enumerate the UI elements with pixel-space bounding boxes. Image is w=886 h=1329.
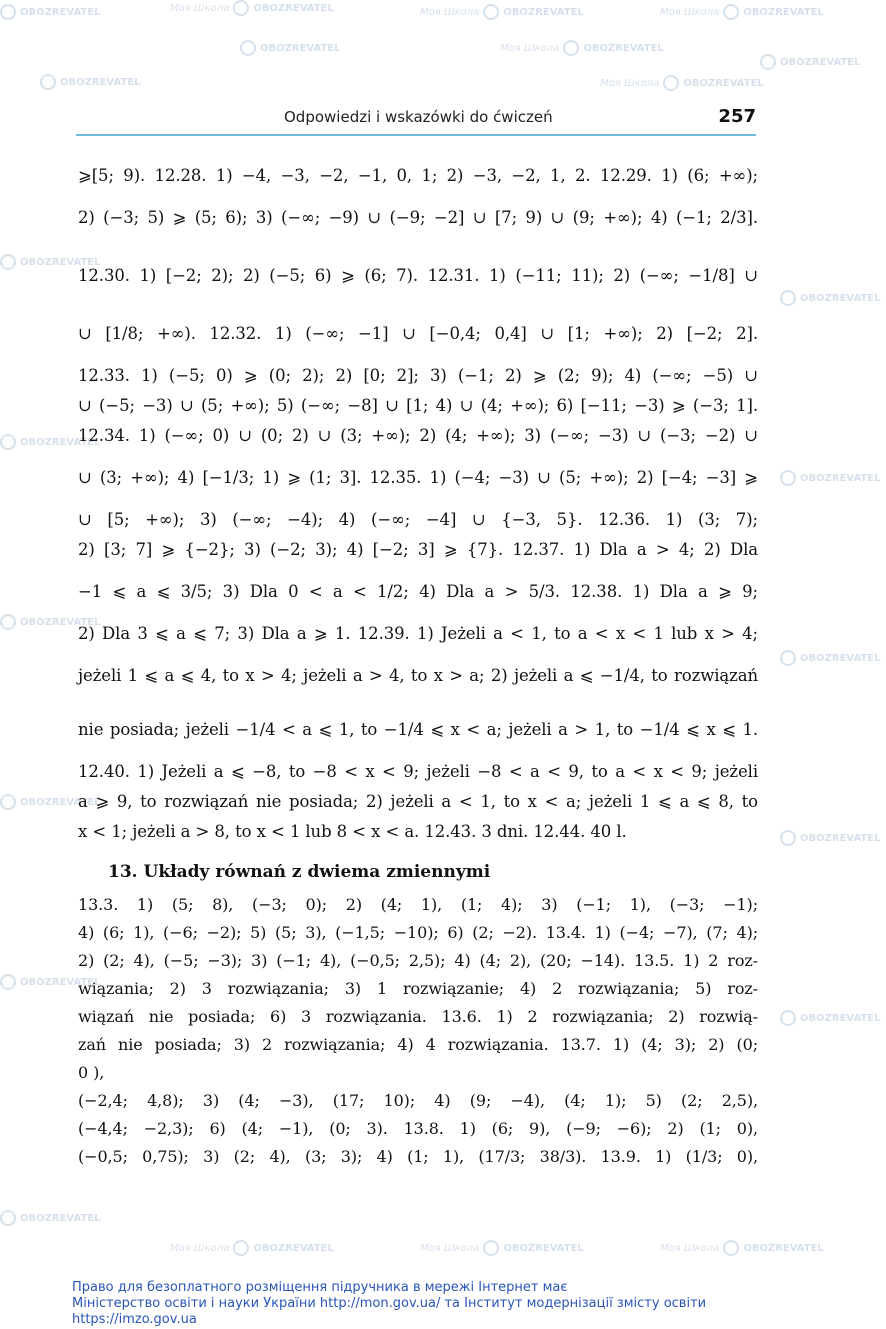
watermark: Моя Школа OBOZREVATEL xyxy=(660,1240,824,1256)
footer-line: Міністерство освіти і науки України http://mon.gov.ua/ та Інститут модернізації змісту освіти https://imzo.gov.ua xyxy=(72,1296,707,1327)
watermark: Моя Школа OBOZREVATEL xyxy=(170,1240,334,1256)
watermark-logo-icon xyxy=(780,290,796,306)
watermark-logo-icon xyxy=(233,1240,249,1256)
watermark-logo-icon xyxy=(40,74,56,90)
footer-notice xyxy=(72,1280,832,1328)
text-line: 12.34. 1) (−∞; 0) ∪ (0; 2) ∪ (3; +∞); 2) (4; +∞); 3) (−∞; −3) ∪ (−3; −2) ∪ xyxy=(78,425,758,445)
watermark: Моя Школа OBOZREVATEL xyxy=(170,0,334,16)
watermark-logo-icon xyxy=(0,4,16,20)
watermark: OBOZREVATEL xyxy=(0,254,100,270)
watermark: OBOZREVATEL xyxy=(780,1010,880,1026)
text-line: 12.33. 1) (−5; 0) ⩾ (0; 2); 2) [0; 2]; 3) (−1; 2) ⩾ (2; 9); 4) (−∞; −5) ∪ xyxy=(78,365,758,385)
text-line: jeżeli 1 ⩽ a ⩽ 4, to x > 4; jeżeli a > 4, to x > a; 2) jeżeli a ⩽ −1/4, to rozwiązań xyxy=(78,665,758,685)
text-line: zań nie posiada; 3) 2 rozwiązania; 4) 4 rozwiązania. 13.7. 1) (4; 3); 2) (0; xyxy=(78,1034,758,1054)
page-header xyxy=(76,104,756,136)
text-line: 2) Dla 3 ⩽ a ⩽ 7; 3) Dla a ⩾ 1. 12.39. 1) Jeżeli a < 1, to a < x < 1 lub x > 4; xyxy=(78,623,758,643)
watermark-logo-icon xyxy=(663,75,679,91)
section-heading: 13. Układy równań z dwiema zmiennymi xyxy=(108,862,491,882)
watermark: Моя Школа OBOZREVATEL xyxy=(420,1240,584,1256)
text-line: 13.3. 1) (5; 8), (−3; 0); 2) (4; 1), (1; 4); 3) (−1; 1), (−3; −1); xyxy=(78,894,758,914)
watermark-logo-icon xyxy=(483,1240,499,1256)
answers-body xyxy=(78,160,758,1170)
text-line: x < 1; jeżeli a > 8, to x < 1 lub 8 < x < a. 12.43. 3 dni. 12.44. 40 l. xyxy=(78,821,627,841)
text-line: ⩾[5; 9). 12.28. 1) −4, −3, −2, −1, 0, 1; 2) −3, −2, 1, 2. 12.29. 1) (6; +∞); xyxy=(78,165,758,185)
watermark-logo-icon xyxy=(0,434,16,450)
watermark: OBOZREVATEL xyxy=(0,1210,100,1226)
text-line: wiązania; 2) 3 rozwiązania; 3) 1 rozwiązanie; 4) 2 rozwiązania; 5) roz- xyxy=(78,978,758,998)
section-body xyxy=(78,890,758,1170)
watermark: OBOZREVATEL xyxy=(780,650,880,666)
watermark: Моя Школа OBOZREVATEL xyxy=(660,4,824,20)
text-line: 12.30. 1) [−2; 2); 2) (−5; 6) ⩾ (6; 7). 12.31. 1) (−11; 11); 2) (−∞; −1/8] ∪ xyxy=(78,265,758,285)
text-line: (−4,4; −2,3); 6) (4; −1), (0; 3). 13.8. 1) (6; 9), (−9; −6); 2) (1; 0), xyxy=(78,1118,758,1138)
watermark: OBOZREVATEL xyxy=(40,74,140,90)
watermark: OBOZREVATEL xyxy=(760,54,860,70)
running-title: Odpowiedzi i wskazówki do ćwiczeń xyxy=(284,108,553,126)
watermark: OBOZREVATEL xyxy=(780,470,880,486)
watermark: OBOZREVATEL xyxy=(0,434,100,450)
watermark-logo-icon xyxy=(0,794,16,810)
watermark-logo-icon xyxy=(780,830,796,846)
watermark: Моя Школа OBOZREVATEL xyxy=(420,4,584,20)
text-line: 12.40. 1) Jeżeli a ⩽ −8, to −8 < x < 9; jeżeli −8 < a < 9, to a < x < 9; jeżeli xyxy=(78,761,758,781)
text-line: ∪ (3; +∞); 4) [−1/3; 1) ⩾ (1; 3]. 12.35. 1) (−4; −3) ∪ (5; +∞); 2) [−4; −3] ⩾ xyxy=(78,467,758,487)
watermark: OBOZREVATEL xyxy=(0,614,100,630)
watermark: OBOZREVATEL xyxy=(780,290,880,306)
text-line: 2) (−3; 5) ⩾ (5; 6); 3) (−∞; −9) ∪ (−9; −2] ∪ [7; 9) ∪ (9; +∞); 4) (−1; 2/3]. xyxy=(78,207,758,227)
watermark-logo-icon xyxy=(0,254,16,270)
text-line: nie posiada; jeżeli −1/4 < a ⩽ 1, to −1/4 ⩽ x < a; jeżeli a > 1, to −1/4 ⩽ x ⩽ 1. xyxy=(78,719,758,739)
watermark: OBOZREVATEL xyxy=(780,830,880,846)
watermark-logo-icon xyxy=(233,0,249,16)
watermark: OBOZREVATEL xyxy=(240,40,340,56)
watermark: Моя Школа OBOZREVATEL xyxy=(500,40,664,56)
watermark-logo-icon xyxy=(723,4,739,20)
watermark: OBOZREVATEL xyxy=(0,4,100,20)
text-line: ∪ [1/8; +∞). 12.32. 1) (−∞; −1] ∪ [−0,4; 0,4] ∪ [1; +∞); 2) [−2; 2]. xyxy=(78,323,758,343)
watermark-logo-icon xyxy=(723,1240,739,1256)
text-line: ∪ [5; +∞); 3) (−∞; −4); 4) (−∞; −4] ∪ {−3, 5}. 12.36. 1) (3; 7); xyxy=(78,509,758,529)
watermark-logo-icon xyxy=(240,40,256,56)
watermark-logo-icon xyxy=(780,650,796,666)
watermark: Моя Школа OBOZREVATEL xyxy=(600,75,764,91)
text-line: 2) (2; 4), (−5; −3); 3) (−1; 4), (−0,5; 2,5); 4) (4; 2), (20; −14). 13.5. 1) 2 roz- xyxy=(78,950,758,970)
watermark-logo-icon xyxy=(780,1010,796,1026)
text-line: 4) (6; 1), (−6; −2); 5) (5; 3), (−1,5; −10); 6) (2; −2). 13.4. 1) (−4; −7), (7; 4); xyxy=(78,922,758,942)
text-line: ∪ (−5; −3) ∪ (5; +∞); 5) (−∞; −8] ∪ [1; 4) ∪ (4; +∞); 6) [−11; −3) ⩾ (−3; 1]. xyxy=(78,395,758,415)
watermark: OBOZREVATEL xyxy=(0,974,100,990)
page-number: 257 xyxy=(718,106,756,127)
text-line: (−2,4; 4,8); 3) (4; −3), (17; 10); 4) (9; −4), (4; 1); 5) (2; 2,5), xyxy=(78,1090,758,1110)
text-line: (−0,5; 0,75); 3) (2; 4), (3; 3); 4) (1; 1), (17/3; 38/3). 13.9. 1) (1/3; 0), xyxy=(78,1146,758,1166)
watermark-logo-icon xyxy=(0,614,16,630)
watermark-logo-icon xyxy=(760,54,776,70)
text-line: a ⩾ 9, to rozwiązań nie posiada; 2) jeżeli a < 1, to x < a; jeżeli 1 ⩽ a ⩽ 8, to xyxy=(78,791,758,811)
watermark-logo-icon xyxy=(563,40,579,56)
text-line: 2) [3; 7] ⩾ {−2}; 3) (−2; 3); 4) [−2; 3] ⩾ {7}. 12.37. 1) Dla a > 4; 2) Dla xyxy=(78,539,758,559)
watermark-logo-icon xyxy=(780,470,796,486)
watermark: OBOZREVATEL xyxy=(0,794,100,810)
watermark-logo-icon xyxy=(0,1210,16,1226)
text-line: wiązań nie posiada; 6) 3 rozwiązania. 13.6. 1) 2 rozwiązania; 2) rozwią- xyxy=(78,1006,758,1026)
watermark-logo-icon xyxy=(0,974,16,990)
footer-line: Право для безоплатного розміщення підручника в мережі Інтернет має xyxy=(72,1280,568,1295)
text-line: −1 ⩽ a ⩽ 3/5; 3) Dla 0 < a < 1/2; 4) Dla a > 5/3. 12.38. 1) Dla a ⩾ 9; xyxy=(78,581,758,601)
watermark-logo-icon xyxy=(483,4,499,20)
text-line: 0 ), xyxy=(78,1062,105,1082)
